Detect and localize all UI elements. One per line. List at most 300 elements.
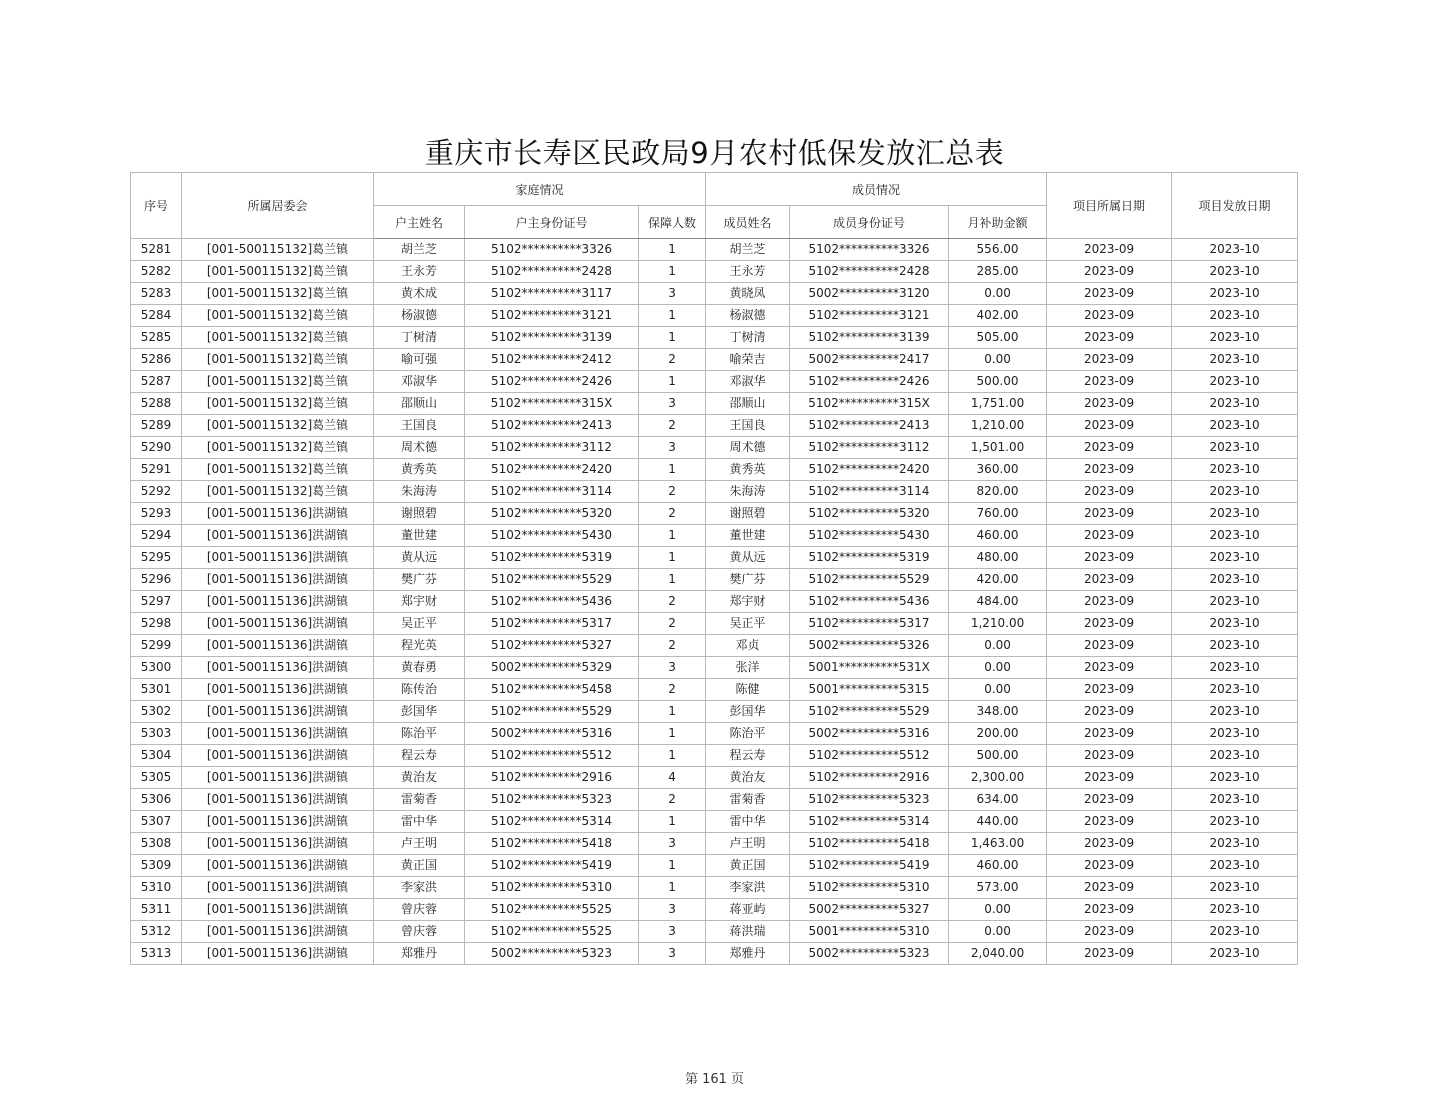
member-name-cell: 邓淑华 [706,371,790,393]
project-date-cell: 2023-09 [1047,591,1172,613]
header-seq: 序号 [131,173,182,239]
project-date-cell: 2023-09 [1047,789,1172,811]
issue-date-cell: 2023-10 [1172,569,1298,591]
table-row [131,569,1298,591]
header-project-date: 项目所属日期 [1047,173,1172,239]
covered-count-cell: 1 [639,723,706,745]
table-row [131,459,1298,481]
head-id-cell: 5102**********5419 [465,855,639,877]
header-member-group: 成员情况 [706,173,1047,206]
monthly-amount-cell: 0.00 [949,679,1047,701]
project-date-cell: 2023-09 [1047,415,1172,437]
head-name-cell: 王国良 [374,415,465,437]
committee-cell: [001-500115136]洪湖镇 [182,701,374,723]
project-date-cell: 2023-09 [1047,943,1172,965]
head-id-cell: 5102**********2916 [465,767,639,789]
table-row [131,657,1298,679]
project-date-cell: 2023-09 [1047,635,1172,657]
project-date-cell: 2023-09 [1047,679,1172,701]
member-id-cell: 5002**********3120 [790,283,949,305]
covered-count-cell: 1 [639,239,706,261]
covered-count-cell: 1 [639,305,706,327]
monthly-amount-cell: 200.00 [949,723,1047,745]
member-id-cell: 5102**********2420 [790,459,949,481]
member-id-cell: 5102**********5323 [790,789,949,811]
issue-date-cell: 2023-10 [1172,657,1298,679]
table-row [131,679,1298,701]
committee-cell: [001-500115132]葛兰镇 [182,437,374,459]
covered-count-cell: 3 [639,657,706,679]
member-id-cell: 5102**********2413 [790,415,949,437]
committee-cell: [001-500115136]洪湖镇 [182,591,374,613]
member-name-cell: 郑宇财 [706,591,790,613]
head-id-cell: 5102**********3112 [465,437,639,459]
member-name-cell: 黄秀英 [706,459,790,481]
header-member-id: 成员身份证号 [790,206,949,239]
committee-cell: [001-500115132]葛兰镇 [182,459,374,481]
member-name-cell: 程云寿 [706,745,790,767]
head-id-cell: 5102**********5418 [465,833,639,855]
issue-date-cell: 2023-10 [1172,877,1298,899]
covered-count-cell: 1 [639,569,706,591]
member-name-cell: 黄从远 [706,547,790,569]
covered-count-cell: 3 [639,393,706,415]
table-row [131,635,1298,657]
monthly-amount-cell: 0.00 [949,657,1047,679]
table-row [131,613,1298,635]
project-date-cell: 2023-09 [1047,767,1172,789]
member-id-cell: 5102**********2916 [790,767,949,789]
head-name-cell: 谢照碧 [374,503,465,525]
member-id-cell: 5102**********5512 [790,745,949,767]
member-id-cell: 5102**********5529 [790,701,949,723]
head-name-cell: 黄春勇 [374,657,465,679]
member-name-cell: 彭国华 [706,701,790,723]
covered-count-cell: 1 [639,459,706,481]
covered-count-cell: 3 [639,283,706,305]
table-row [131,525,1298,547]
member-name-cell: 蒋洪瑞 [706,921,790,943]
issue-date-cell: 2023-10 [1172,811,1298,833]
seq-cell: 5308 [131,833,182,855]
covered-count-cell: 1 [639,877,706,899]
committee-cell: [001-500115136]洪湖镇 [182,657,374,679]
member-name-cell: 董世建 [706,525,790,547]
head-name-cell: 郑雅丹 [374,943,465,965]
committee-cell: [001-500115132]葛兰镇 [182,415,374,437]
table-row [131,811,1298,833]
table-row [131,503,1298,525]
table-row [131,349,1298,371]
table-row [131,481,1298,503]
head-id-cell: 5102**********3139 [465,327,639,349]
member-id-cell: 5002**********5323 [790,943,949,965]
member-id-cell: 5102**********5320 [790,503,949,525]
committee-cell: [001-500115136]洪湖镇 [182,635,374,657]
project-date-cell: 2023-09 [1047,349,1172,371]
committee-cell: [001-500115132]葛兰镇 [182,481,374,503]
issue-date-cell: 2023-10 [1172,899,1298,921]
head-id-cell: 5102**********3326 [465,239,639,261]
project-date-cell: 2023-09 [1047,657,1172,679]
monthly-amount-cell: 1,501.00 [949,437,1047,459]
head-name-cell: 陈传治 [374,679,465,701]
monthly-amount-cell: 0.00 [949,349,1047,371]
issue-date-cell: 2023-10 [1172,503,1298,525]
project-date-cell: 2023-09 [1047,811,1172,833]
member-id-cell: 5102**********5419 [790,855,949,877]
head-name-cell: 曾庆蓉 [374,899,465,921]
project-date-cell: 2023-09 [1047,327,1172,349]
head-id-cell: 5102**********5319 [465,547,639,569]
committee-cell: [001-500115136]洪湖镇 [182,833,374,855]
member-name-cell: 邓贞 [706,635,790,657]
committee-cell: [001-500115136]洪湖镇 [182,613,374,635]
covered-count-cell: 1 [639,701,706,723]
issue-date-cell: 2023-10 [1172,745,1298,767]
issue-date-cell: 2023-10 [1172,415,1298,437]
monthly-amount-cell: 556.00 [949,239,1047,261]
member-name-cell: 卢王明 [706,833,790,855]
issue-date-cell: 2023-10 [1172,613,1298,635]
head-id-cell: 5102**********5323 [465,789,639,811]
monthly-amount-cell: 360.00 [949,459,1047,481]
covered-count-cell: 3 [639,943,706,965]
member-name-cell: 王国良 [706,415,790,437]
monthly-amount-cell: 402.00 [949,305,1047,327]
table-row [131,283,1298,305]
seq-cell: 5298 [131,613,182,635]
monthly-amount-cell: 505.00 [949,327,1047,349]
committee-cell: [001-500115136]洪湖镇 [182,679,374,701]
issue-date-cell: 2023-10 [1172,723,1298,745]
head-id-cell: 5002**********5329 [465,657,639,679]
header-covered-count: 保障人数 [639,206,706,239]
head-id-cell: 5102**********5525 [465,899,639,921]
seq-cell: 5291 [131,459,182,481]
member-id-cell: 5102**********3326 [790,239,949,261]
monthly-amount-cell: 634.00 [949,789,1047,811]
head-name-cell: 杨淑德 [374,305,465,327]
head-id-cell: 5102**********5458 [465,679,639,701]
seq-cell: 5293 [131,503,182,525]
head-id-cell: 5102**********5512 [465,745,639,767]
member-id-cell: 5001**********531X [790,657,949,679]
seq-cell: 5305 [131,767,182,789]
issue-date-cell: 2023-10 [1172,459,1298,481]
table-row [131,305,1298,327]
seq-cell: 5301 [131,679,182,701]
issue-date-cell: 2023-10 [1172,833,1298,855]
member-id-cell: 5001**********5315 [790,679,949,701]
seq-cell: 5292 [131,481,182,503]
member-name-cell: 黄正国 [706,855,790,877]
member-id-cell: 5102**********5314 [790,811,949,833]
head-name-cell: 卢王明 [374,833,465,855]
monthly-amount-cell: 0.00 [949,635,1047,657]
monthly-amount-cell: 440.00 [949,811,1047,833]
monthly-amount-cell: 1,751.00 [949,393,1047,415]
table-row [131,437,1298,459]
seq-cell: 5307 [131,811,182,833]
head-name-cell: 曾庆蓉 [374,921,465,943]
committee-cell: [001-500115136]洪湖镇 [182,789,374,811]
covered-count-cell: 1 [639,745,706,767]
member-id-cell: 5102**********5310 [790,877,949,899]
table-row [131,745,1298,767]
monthly-amount-cell: 1,210.00 [949,613,1047,635]
covered-count-cell: 3 [639,437,706,459]
seq-cell: 5290 [131,437,182,459]
member-name-cell: 喻荣吉 [706,349,790,371]
issue-date-cell: 2023-10 [1172,481,1298,503]
project-date-cell: 2023-09 [1047,899,1172,921]
head-id-cell: 5002**********5316 [465,723,639,745]
covered-count-cell: 2 [639,415,706,437]
project-date-cell: 2023-09 [1047,459,1172,481]
head-name-cell: 董世建 [374,525,465,547]
member-name-cell: 丁树清 [706,327,790,349]
project-date-cell: 2023-09 [1047,833,1172,855]
monthly-amount-cell: 480.00 [949,547,1047,569]
seq-cell: 5289 [131,415,182,437]
monthly-amount-cell: 285.00 [949,261,1047,283]
member-id-cell: 5102**********3114 [790,481,949,503]
issue-date-cell: 2023-10 [1172,591,1298,613]
seq-cell: 5294 [131,525,182,547]
covered-count-cell: 2 [639,591,706,613]
covered-count-cell: 3 [639,833,706,855]
covered-count-cell: 2 [639,635,706,657]
member-id-cell: 5001**********5310 [790,921,949,943]
member-id-cell: 5102**********5529 [790,569,949,591]
project-date-cell: 2023-09 [1047,701,1172,723]
member-id-cell: 5102**********3112 [790,437,949,459]
committee-cell: [001-500115136]洪湖镇 [182,503,374,525]
committee-cell: [001-500115136]洪湖镇 [182,547,374,569]
seq-cell: 5300 [131,657,182,679]
seq-cell: 5284 [131,305,182,327]
head-name-cell: 雷中华 [374,811,465,833]
covered-count-cell: 3 [639,921,706,943]
issue-date-cell: 2023-10 [1172,349,1298,371]
head-name-cell: 周术德 [374,437,465,459]
member-name-cell: 樊广芬 [706,569,790,591]
monthly-amount-cell: 420.00 [949,569,1047,591]
covered-count-cell: 4 [639,767,706,789]
head-name-cell: 黄正国 [374,855,465,877]
monthly-amount-cell: 348.00 [949,701,1047,723]
monthly-amount-cell: 1,463.00 [949,833,1047,855]
covered-count-cell: 1 [639,855,706,877]
issue-date-cell: 2023-10 [1172,547,1298,569]
monthly-amount-cell: 820.00 [949,481,1047,503]
project-date-cell: 2023-09 [1047,239,1172,261]
head-id-cell: 5102**********2413 [465,415,639,437]
head-id-cell: 5102**********2426 [465,371,639,393]
committee-cell: [001-500115136]洪湖镇 [182,767,374,789]
head-id-cell: 5102**********3117 [465,283,639,305]
project-date-cell: 2023-09 [1047,305,1172,327]
seq-cell: 5312 [131,921,182,943]
member-id-cell: 5102**********5317 [790,613,949,635]
header-committee: 所属居委会 [182,173,374,239]
head-id-cell: 5102**********5430 [465,525,639,547]
head-name-cell: 王永芳 [374,261,465,283]
member-id-cell: 5002**********2417 [790,349,949,371]
member-id-cell: 5102**********5418 [790,833,949,855]
issue-date-cell: 2023-10 [1172,261,1298,283]
page-number: 第 161 页 [684,1072,745,1087]
seq-cell: 5283 [131,283,182,305]
table-row [131,789,1298,811]
head-id-cell: 5102**********2412 [465,349,639,371]
issue-date-cell: 2023-10 [1172,283,1298,305]
member-name-cell: 黄晓凤 [706,283,790,305]
covered-count-cell: 2 [639,503,706,525]
head-name-cell: 陈治平 [374,723,465,745]
issue-date-cell: 2023-10 [1172,767,1298,789]
table-row [131,855,1298,877]
committee-cell: [001-500115136]洪湖镇 [182,899,374,921]
seq-cell: 5299 [131,635,182,657]
table-row [131,239,1298,261]
covered-count-cell: 2 [639,679,706,701]
issue-date-cell: 2023-10 [1172,305,1298,327]
head-id-cell: 5102**********5310 [465,877,639,899]
head-id-cell: 5102**********2420 [465,459,639,481]
seq-cell: 5304 [131,745,182,767]
monthly-amount-cell: 484.00 [949,591,1047,613]
header-family-group: 家庭情况 [374,173,706,206]
project-date-cell: 2023-09 [1047,283,1172,305]
issue-date-cell: 2023-10 [1172,327,1298,349]
issue-date-cell: 2023-10 [1172,701,1298,723]
covered-count-cell: 3 [639,899,706,921]
covered-count-cell: 1 [639,525,706,547]
issue-date-cell: 2023-10 [1172,679,1298,701]
head-name-cell: 李家洪 [374,877,465,899]
project-date-cell: 2023-09 [1047,371,1172,393]
covered-count-cell: 2 [639,613,706,635]
committee-cell: [001-500115132]葛兰镇 [182,393,374,415]
head-name-cell: 朱海涛 [374,481,465,503]
head-name-cell: 雷菊香 [374,789,465,811]
committee-cell: [001-500115136]洪湖镇 [182,569,374,591]
committee-cell: [001-500115136]洪湖镇 [182,745,374,767]
head-name-cell: 程云寿 [374,745,465,767]
issue-date-cell: 2023-10 [1172,855,1298,877]
head-name-cell: 吴正平 [374,613,465,635]
covered-count-cell: 1 [639,547,706,569]
monthly-amount-cell: 1,210.00 [949,415,1047,437]
header-monthly-amount: 月补助金额 [949,206,1047,239]
issue-date-cell: 2023-10 [1172,239,1298,261]
issue-date-cell: 2023-10 [1172,789,1298,811]
table-row [131,415,1298,437]
head-name-cell: 黄从远 [374,547,465,569]
table-row [131,877,1298,899]
head-id-cell: 5102**********2428 [465,261,639,283]
head-name-cell: 丁树清 [374,327,465,349]
member-name-cell: 郑雅丹 [706,943,790,965]
head-name-cell: 黄术成 [374,283,465,305]
head-name-cell: 黄治友 [374,767,465,789]
project-date-cell: 2023-09 [1047,437,1172,459]
committee-cell: [001-500115132]葛兰镇 [182,239,374,261]
seq-cell: 5296 [131,569,182,591]
monthly-amount-cell: 573.00 [949,877,1047,899]
head-name-cell: 喻可强 [374,349,465,371]
member-name-cell: 蒋亚屿 [706,899,790,921]
project-date-cell: 2023-09 [1047,855,1172,877]
project-date-cell: 2023-09 [1047,877,1172,899]
monthly-amount-cell: 460.00 [949,855,1047,877]
member-name-cell: 邵顺山 [706,393,790,415]
member-name-cell: 陈治平 [706,723,790,745]
project-date-cell: 2023-09 [1047,921,1172,943]
project-date-cell: 2023-09 [1047,723,1172,745]
project-date-cell: 2023-09 [1047,503,1172,525]
header-head-id: 户主身份证号 [465,206,639,239]
member-id-cell: 5102**********5319 [790,547,949,569]
head-id-cell: 5102**********5436 [465,591,639,613]
issue-date-cell: 2023-10 [1172,437,1298,459]
committee-cell: [001-500115136]洪湖镇 [182,855,374,877]
committee-cell: [001-500115132]葛兰镇 [182,327,374,349]
head-id-cell: 5102**********3121 [465,305,639,327]
monthly-amount-cell: 500.00 [949,371,1047,393]
committee-cell: [001-500115132]葛兰镇 [182,371,374,393]
seq-cell: 5310 [131,877,182,899]
member-id-cell: 5102**********5430 [790,525,949,547]
seq-cell: 5295 [131,547,182,569]
monthly-amount-cell: 0.00 [949,283,1047,305]
head-id-cell: 5102**********5327 [465,635,639,657]
issue-date-cell: 2023-10 [1172,525,1298,547]
table-row [131,723,1298,745]
head-id-cell: 5102**********315X [465,393,639,415]
table-row [131,327,1298,349]
member-id-cell: 5102**********3121 [790,305,949,327]
table-row [131,591,1298,613]
issue-date-cell: 2023-10 [1172,943,1298,965]
member-name-cell: 周术德 [706,437,790,459]
member-name-cell: 谢照碧 [706,503,790,525]
member-id-cell: 5002**********5326 [790,635,949,657]
head-name-cell: 彭国华 [374,701,465,723]
member-name-cell: 朱海涛 [706,481,790,503]
seq-cell: 5285 [131,327,182,349]
seq-cell: 5306 [131,789,182,811]
seq-cell: 5286 [131,349,182,371]
head-name-cell: 胡兰芝 [374,239,465,261]
allowance-table [130,172,1298,965]
table-row [131,393,1298,415]
seq-cell: 5311 [131,899,182,921]
header-issue-date: 项目发放日期 [1172,173,1298,239]
head-id-cell: 5102**********3114 [465,481,639,503]
head-name-cell: 邵顺山 [374,393,465,415]
covered-count-cell: 2 [639,349,706,371]
member-name-cell: 杨淑德 [706,305,790,327]
issue-date-cell: 2023-10 [1172,371,1298,393]
committee-cell: [001-500115136]洪湖镇 [182,943,374,965]
head-id-cell: 5102**********5529 [465,569,639,591]
head-name-cell: 黄秀英 [374,459,465,481]
project-date-cell: 2023-09 [1047,525,1172,547]
member-id-cell: 5002**********5316 [790,723,949,745]
